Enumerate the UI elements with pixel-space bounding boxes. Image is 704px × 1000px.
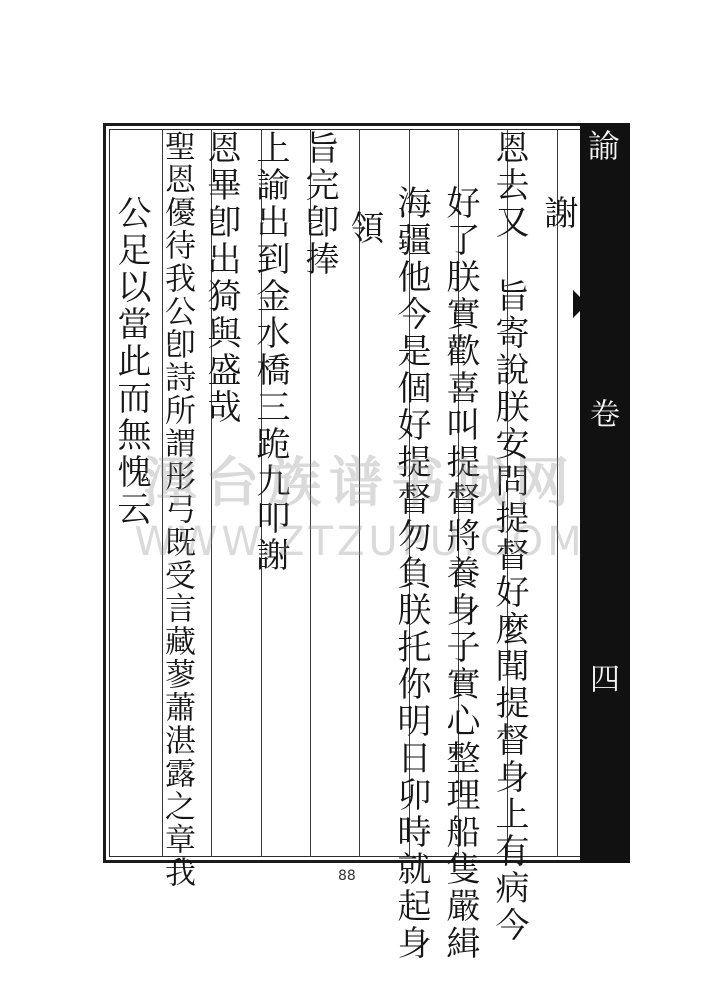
header-title: 諭 <box>583 129 621 163</box>
page-number: 88 <box>338 868 356 884</box>
fishtail-mark <box>573 290 587 318</box>
header-block <box>580 123 630 863</box>
text-column: 聖恩優待我公卽詩所謂彤弓既受言藏蓼蕭湛露之章我 <box>159 130 195 889</box>
text-column: 公足以當此而無愧云 <box>111 195 151 528</box>
text-column: 領 <box>344 210 384 247</box>
text-column: 謝 <box>538 195 578 232</box>
text-column: 恩去又 旨寄說朕安問提督好麼聞提督身上有病今 <box>489 130 529 944</box>
text-column: 旨完卽捧 <box>299 130 339 278</box>
watermark-line1: 潭台族谱书城网 <box>143 451 577 514</box>
text-column: 恩畢卽出猗與盛哉 <box>201 130 241 426</box>
watermark-line2: WWW.ZTZUPU.COM <box>134 519 586 565</box>
text-column: 海疆他今是個好提督勿負朕托你明日卯時就起身 <box>391 185 431 962</box>
column-rule <box>557 129 558 857</box>
header-juan: 卷 <box>584 398 619 428</box>
header-page-mark: 四 <box>584 663 619 693</box>
text-column: 好了朕實歡喜叫提督將養身子實心整理船隻嚴緝 <box>440 185 480 962</box>
text-column: 上諭出到金水橋三跪九叩謝 <box>250 130 290 574</box>
